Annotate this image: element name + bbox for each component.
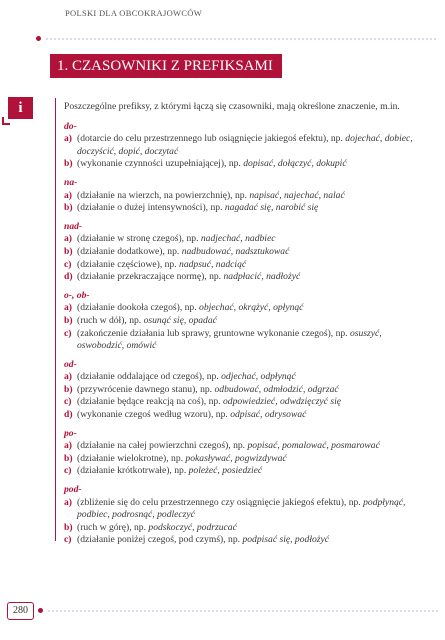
meaning-item xyxy=(64,302,420,315)
meaning-item xyxy=(64,233,420,246)
item-examples: nadjechać, nadbiec xyxy=(200,233,276,245)
item-letter: a) xyxy=(64,133,72,145)
item-description: (ruch w dół), np. xyxy=(77,314,144,326)
item-description: (działanie poniżej czegoś, pod czymś), np. xyxy=(77,534,243,546)
meaning-item xyxy=(64,190,420,203)
item-letter: b) xyxy=(64,158,73,170)
item-examples: nagadać się, narobić się xyxy=(224,202,319,214)
meaning-item xyxy=(64,409,420,422)
item-examples: podskoczyć, podrzucać xyxy=(148,521,237,533)
running-head: POLSKI DLA OBCOKRAJOWCÓW xyxy=(65,8,203,18)
item-letter: a) xyxy=(64,189,72,201)
item-examples: napisać, najechać, nalać xyxy=(249,189,345,201)
item-examples: odjechać, odpłynąć xyxy=(221,371,296,383)
item-letter: b) xyxy=(64,452,73,464)
item-description: (działanie oddalające od czegoś), np. xyxy=(77,371,222,383)
item-letter: a) xyxy=(64,233,72,245)
prefix-heading: pod- xyxy=(64,484,82,496)
item-description: (działanie w stronę czegoś), np. xyxy=(77,233,201,245)
meaning-item xyxy=(64,271,420,284)
item-description: (wykonanie czynności uzupełniającej), np. xyxy=(77,158,244,170)
item-examples: osuszyć, oswobodzić, omówić xyxy=(77,327,382,352)
meaning-item xyxy=(64,371,420,384)
item-letter: c) xyxy=(64,465,72,477)
meaning-item xyxy=(64,453,420,466)
footer-dotted-rule xyxy=(48,610,438,612)
item-description: (działanie wielokrotne), np. xyxy=(77,452,186,464)
item-description: (zbliżenie się do celu przestrzennego czy osiągnięcie jakiegoś efektu), np. xyxy=(77,496,364,508)
meaning-item xyxy=(64,384,420,397)
item-examples: podpłynąć, podbiec, podrosnąć, podleczyć xyxy=(77,496,406,521)
item-letter: b) xyxy=(64,383,73,395)
item-letter: d) xyxy=(64,271,73,283)
item-letter: b) xyxy=(64,245,73,257)
page-number: 280 xyxy=(7,602,34,620)
item-letter: a) xyxy=(64,371,72,383)
item-letter: c) xyxy=(64,534,72,546)
item-examples: objechać, okrążyć, opłynąć xyxy=(199,302,304,314)
item-description: (ruch w górę), np. xyxy=(77,521,149,533)
item-description: (działanie krótkotrwałe), np. xyxy=(77,465,189,477)
item-letter: b) xyxy=(64,314,73,326)
item-letter: b) xyxy=(64,202,73,214)
meaning-item xyxy=(64,202,420,215)
item-description: (działanie będące reakcją na coś), np. xyxy=(77,396,223,408)
item-examples: poleżeć, posiedzieć xyxy=(188,465,263,477)
prefix-heading: od- xyxy=(64,358,77,370)
header-dotted-rule xyxy=(46,38,436,40)
item-description: (działanie na wierzch, na powierzchnię), np. xyxy=(77,189,250,201)
intro-text: Poszczególne prefiksy, z którymi łączą się czasowniki, mają określone znaczenie, m.in. xyxy=(64,101,400,112)
item-letter: b) xyxy=(64,521,73,533)
item-examples: podpisać się, podłożyć xyxy=(242,534,330,546)
meaning-item xyxy=(64,534,420,547)
item-examples: odpisać, odrysować xyxy=(230,409,307,421)
prefix-heading: do- xyxy=(64,120,77,132)
prefix-heading: o-, ob- xyxy=(64,289,90,301)
content xyxy=(64,101,420,547)
meaning-item xyxy=(64,246,420,259)
chapter-title: 1. CZASOWNIKI Z PREFIKSAMI xyxy=(50,54,282,78)
item-description: (działanie przekraczające normę), np. xyxy=(77,271,224,283)
info-icon: i xyxy=(8,97,33,119)
item-letter: a) xyxy=(64,496,72,508)
meaning-item xyxy=(64,465,420,478)
meaning-item xyxy=(64,315,420,328)
item-examples: nadbudować, nadsztukować xyxy=(181,245,290,257)
item-letter: c) xyxy=(64,258,72,270)
item-description: (dotarcie do celu przestrzennego lub osiągnięcie jakiegoś efektu), np. xyxy=(77,133,346,145)
item-examples: odbudować, odmłodzić, odgrzać xyxy=(214,383,339,395)
meaning-item xyxy=(64,158,420,171)
item-description: (działanie na całej powierzchni czegoś), np. xyxy=(77,440,248,452)
content-rule xyxy=(55,98,56,541)
meaning-item xyxy=(64,396,420,409)
item-description: (działanie częściowe), np. xyxy=(77,258,180,270)
item-description: (działanie o dużej intensywności), np. xyxy=(77,202,225,214)
item-examples: osunąć się, opadać xyxy=(143,314,217,326)
item-letter: d) xyxy=(64,409,73,421)
item-description: (zakończenie działania lub sprawy, gruntowne wykonanie czegoś), np. xyxy=(77,327,350,339)
item-letter: a) xyxy=(64,302,72,314)
prefix-heading: na- xyxy=(64,176,78,188)
header-dot xyxy=(36,36,41,41)
meaning-item xyxy=(64,259,420,272)
item-letter: a) xyxy=(64,440,72,452)
meaning-item xyxy=(64,522,420,535)
item-examples: dopisać, dołączyć, dokupić xyxy=(243,158,347,170)
meaning-item xyxy=(64,440,420,453)
item-letter: c) xyxy=(64,396,72,408)
item-examples: odpowiedzieć, odwdzięczyć się xyxy=(222,396,341,408)
item-examples: nadpsuć, nadciąć xyxy=(179,258,247,270)
item-description: (wykonanie czegoś według wzoru), np. xyxy=(77,409,231,421)
footer-dot xyxy=(38,608,43,613)
item-description: (działanie dookoła czegoś), np. xyxy=(77,302,200,314)
item-description: (działanie dodatkowe), np. xyxy=(77,245,182,257)
prefix-sections xyxy=(64,121,420,547)
item-letter: c) xyxy=(64,327,72,339)
prefix-heading: po- xyxy=(64,427,77,439)
meaning-item xyxy=(64,133,420,158)
item-examples: pokasływać, pogwizdywać xyxy=(185,452,287,464)
item-description: (przywrócenie dawnego stanu), np. xyxy=(77,383,215,395)
item-examples: popisać, pomalować, posmarować xyxy=(247,440,380,452)
item-examples: dojechać, dobiec, doczyścić, dopić, doczytać xyxy=(77,133,413,157)
meaning-item xyxy=(64,497,420,522)
prefix-heading: nad- xyxy=(64,220,83,232)
meaning-item xyxy=(64,328,420,353)
item-examples: nadpłacić, nadłożyć xyxy=(223,271,301,283)
